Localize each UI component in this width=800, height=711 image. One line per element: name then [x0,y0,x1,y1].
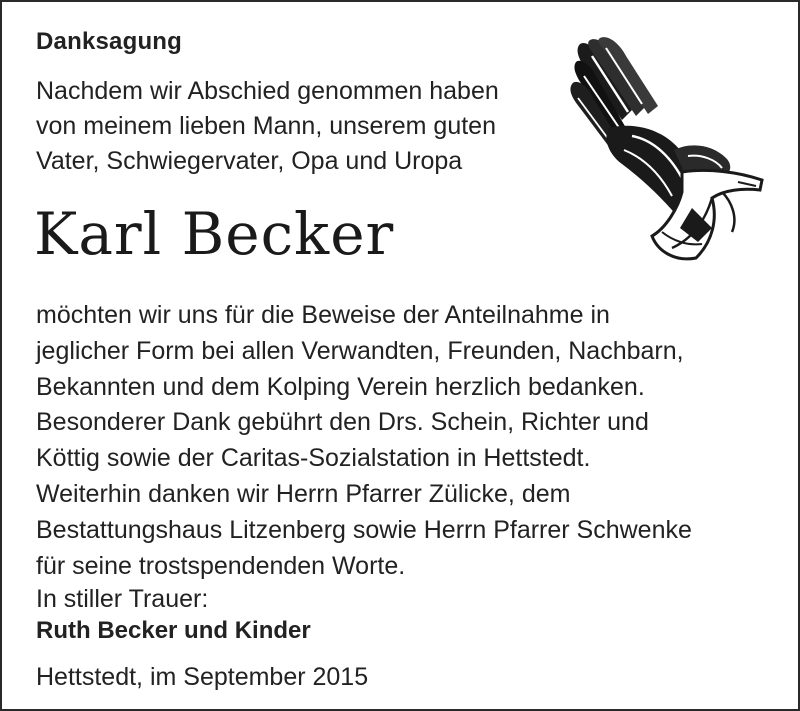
body-line: Bestattungshaus Litzenberg sowie Herrn Pfarrer Schwenke [36,515,692,544]
body-line: Weiterhin danken wir Herrn Pfarrer Zülicke, dem [36,479,571,508]
body-text [36,298,776,584]
family-signature: Ruth Becker und Kinder [36,617,311,644]
notice-heading: Danksagung [36,28,183,55]
praying-hands-icon [562,32,772,264]
body-line: für seine trostspendenden Worte. [36,551,406,580]
intro-line: von meinem lieben Mann, unserem guten [36,112,496,140]
body-line: Köttig sowie der Caritas-Sozialstation in Hettstedt. [36,444,591,473]
body-line: möchten wir uns für die Beweise der Anteilnahme in [36,301,610,329]
body-line: jeglicher Form bei allen Verwandten, Freunden, Nachbarn, [36,336,684,365]
intro-text [36,74,556,179]
body-line: Besonderer Dank gebührt den Drs. Schein, Richter und [36,408,649,437]
deceased-name: Karl Becker [34,200,395,268]
mourning-label: In stiller Trauer: [36,585,209,613]
intro-line: Vater, Schwiegervater, Opa und Uropa [36,147,463,175]
body-line: Bekannten und dem Kolping Verein herzlich bedanken. [36,372,645,401]
place-date: Hettstedt, im September 2015 [36,663,369,691]
intro-line: Nachdem wir Abschied genommen haben [36,77,499,105]
